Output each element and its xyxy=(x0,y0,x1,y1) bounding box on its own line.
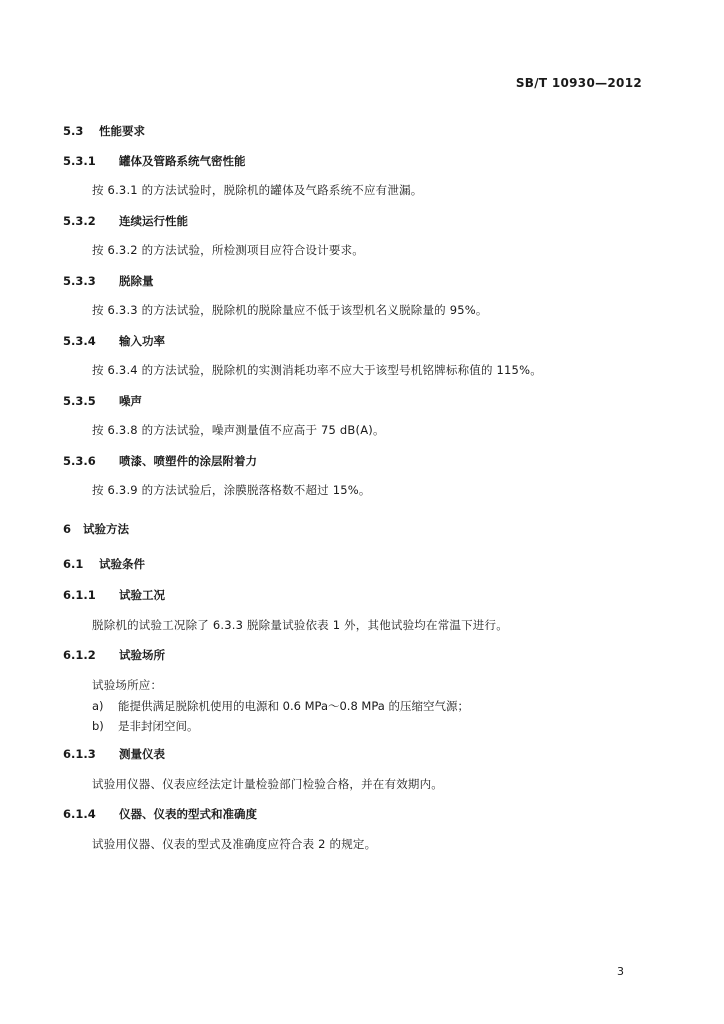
section-5-3-2-text: 按 6.3.2 的方法试验，所检测项目应符合设计要求。 xyxy=(92,243,364,257)
section-title: 噪声 xyxy=(119,394,142,408)
section-number: 5.3.6 xyxy=(63,454,96,468)
section-title: 输入功率 xyxy=(119,334,165,348)
section-5-3-6-text: 按 6.3.9 的方法试验后，涂膜脱落格数不超过 15%。 xyxy=(92,483,371,497)
section-title: 试验场所 xyxy=(119,648,165,662)
list-item xyxy=(92,698,469,714)
section-5-3-4-text: 按 6.3.4 的方法试验，脱除机的实测消耗功率不应大于该型号机铭牌标称值的 115%。 xyxy=(92,363,542,377)
section-number: 5.3.5 xyxy=(63,394,96,408)
list-item-label: a) xyxy=(92,699,104,713)
section-number: 5.3.2 xyxy=(63,214,96,228)
section-5-3-1-text: 按 6.3.1 的方法试验时，脱除机的罐体及气路系统不应有泄漏。 xyxy=(92,183,423,197)
section-number: 6.1 xyxy=(63,557,84,571)
section-number: 5.3.1 xyxy=(63,154,96,168)
section-title: 测量仪表 xyxy=(119,747,165,761)
section-5-3-heading xyxy=(63,123,145,139)
section-title: 罐体及管路系统气密性能 xyxy=(119,154,246,168)
section-number: 5.3.3 xyxy=(63,274,96,288)
section-5-3-5-heading xyxy=(63,393,142,409)
section-5-3-3-text: 按 6.3.3 的方法试验，脱除机的脱除量应不低于该型机名义脱除量的 95%。 xyxy=(92,303,488,317)
section-title: 连续运行性能 xyxy=(119,214,188,228)
list-item-text: 能提供满足脱除机使用的电源和 0.6 MPa～0.8 MPa 的压缩空气源； xyxy=(118,699,469,713)
section-5-3-5-text: 按 6.3.8 的方法试验，噪声测量值不应高于 75 dB(A)。 xyxy=(92,423,385,437)
section-number: 5.3.4 xyxy=(63,334,96,348)
section-6-1-2-heading xyxy=(63,647,165,663)
section-title: 脱除量 xyxy=(119,274,154,288)
section-title: 试验工况 xyxy=(119,588,165,602)
section-6-1-3-text: 试验用仪器、仪表应经法定计量检验部门检验合格，并在有效期内。 xyxy=(92,777,443,791)
section-title: 试验条件 xyxy=(99,557,145,571)
section-6-1-4-heading xyxy=(63,806,257,822)
section-number: 5.3 xyxy=(63,124,84,138)
section-title: 性能要求 xyxy=(99,124,145,138)
section-6-1-1-text: 脱除机的试验工况除了 6.3.3 脱除量试验依表 1 外，其他试验均在常温下进行。 xyxy=(92,618,508,632)
section-number: 6.1.4 xyxy=(63,807,96,821)
section-6-1-3-heading xyxy=(63,746,165,762)
section-6-1-4-text: 试验用仪器、仪表的型式及准确度应符合表 2 的规定。 xyxy=(92,837,377,851)
standard-code: SB/T 10930—2012 xyxy=(515,76,642,90)
section-5-3-2-heading xyxy=(63,213,188,229)
section-6-1-2-text: 试验场所应： xyxy=(92,678,163,692)
list-item-text: 是非封闭空间。 xyxy=(118,719,199,733)
section-5-3-6-heading xyxy=(63,453,257,469)
section-5-3-4-heading xyxy=(63,333,165,349)
section-number: 6.1.3 xyxy=(63,747,96,761)
section-number: 6.1.1 xyxy=(63,588,96,602)
section-5-3-1-heading xyxy=(63,153,246,169)
list-item-label: b) xyxy=(92,719,104,733)
section-6-1-1-heading xyxy=(63,587,165,603)
section-title: 喷漆、喷塑件的涂层附着力 xyxy=(119,454,257,468)
section-title: 仪器、仪表的型式和准确度 xyxy=(119,807,257,821)
section-number: 6.1.2 xyxy=(63,648,96,662)
list-item xyxy=(92,718,199,734)
section-6-1-heading xyxy=(63,556,145,572)
section-title: 试验方法 xyxy=(83,522,129,536)
page-number: 3 xyxy=(617,965,624,978)
section-5-3-3-heading xyxy=(63,273,154,289)
section-6-heading xyxy=(63,521,129,537)
section-number: 6 xyxy=(63,522,72,536)
